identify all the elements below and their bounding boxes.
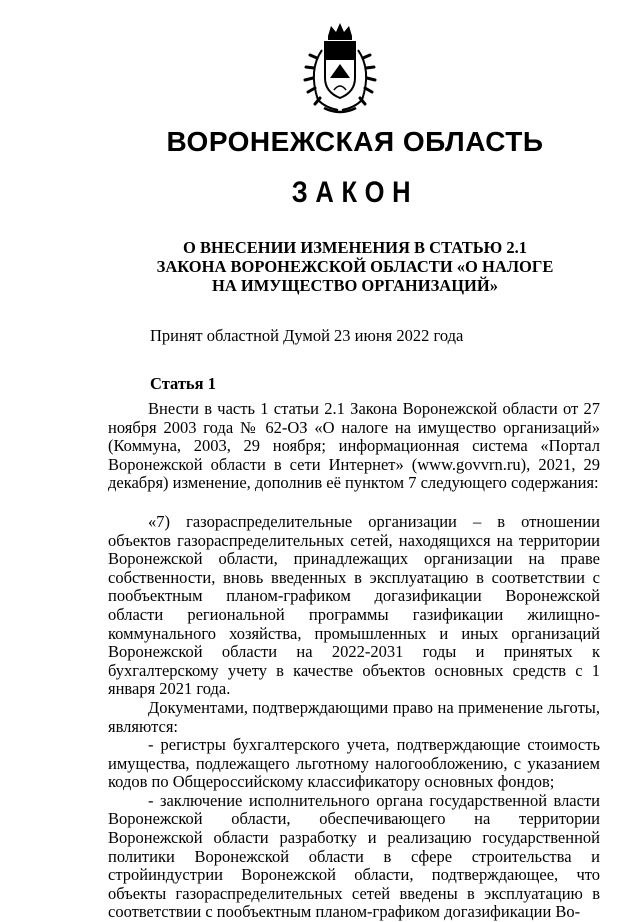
paragraph: Внести в часть 1 статьи 2.1 Закона Воронежской области от 27 ноября 2003 года № 62-ОЗ «О налоге на имущество организаций» (Коммуна, 2003, 29 ноября; информационная система «Портал Воронежской области в сети Интернет» (www.govvrn.ru), 2021, 29 декабря) изменение, дополнив её пунктом 7 следующего содержания: [108,399,600,493]
paragraph: «7) газораспределительные организации – в отношении объектов газораспределительных сетей, находящихся на территории Воронежской области, принадлежащих организации на праве собственности, вновь введенных в эксплуатацию в соответствии с пообъектным планом-графиком догазификации Воронежской области региональной программы газификации жилищно-коммунального хозяйства, промышленных и иных организаций Воронежской области на 2022-2031 годы и принятых к бухгалтерскому учету в качестве объектов основных средств с 1 января 2021 года. [108,511,600,699]
article-heading: Статья 1 [150,374,216,393]
paragraph: - регистры бухгалтерского учета, подтверждающие стоимость имущества, подлежащего льготному налогообложению, с указанием кодов по Общероссийскому классификатору основных фондов; [108,735,600,792]
paragraph: Документами, подтверждающими право на применение льготы, являются: [108,697,600,736]
region-title: ВОРОНЕЖСКАЯ ОБЛАСТЬ [166,126,544,157]
paragraph: - заключение исполнительного органа государственной власти Воронежской области, обеспечивающего на территории Воронежской области разработку и реализацию государственной политики Воронежской области в сфере строительства и стройиндустрии Воронежской области, подтверждающее, что объекты газораспределительных сетей введены в эксплуатацию в соответствии с пообъектным планом-графиком догазификации Во- [108,790,600,922]
law-subject-line: ЗАКОНА ВОРОНЕЖСКОЙ ОБЛАСТИ «О НАЛОГЕ [156,257,554,276]
coat-of-arms-icon [298,20,382,116]
law-subject [90,238,620,295]
adoption-date: Принят областной Думой 23 июня 2022 года [150,326,464,345]
article-body [108,400,600,922]
law-subject-line: О ВНЕСЕНИИ ИЗМЕНЕНИЯ В СТАТЬЮ 2.1 [183,238,527,257]
law-subject-line: НА ИМУЩЕСТВО ОРГАНИЗАЦИЙ» [212,276,498,295]
document-type: ЗАКОН [291,176,419,209]
